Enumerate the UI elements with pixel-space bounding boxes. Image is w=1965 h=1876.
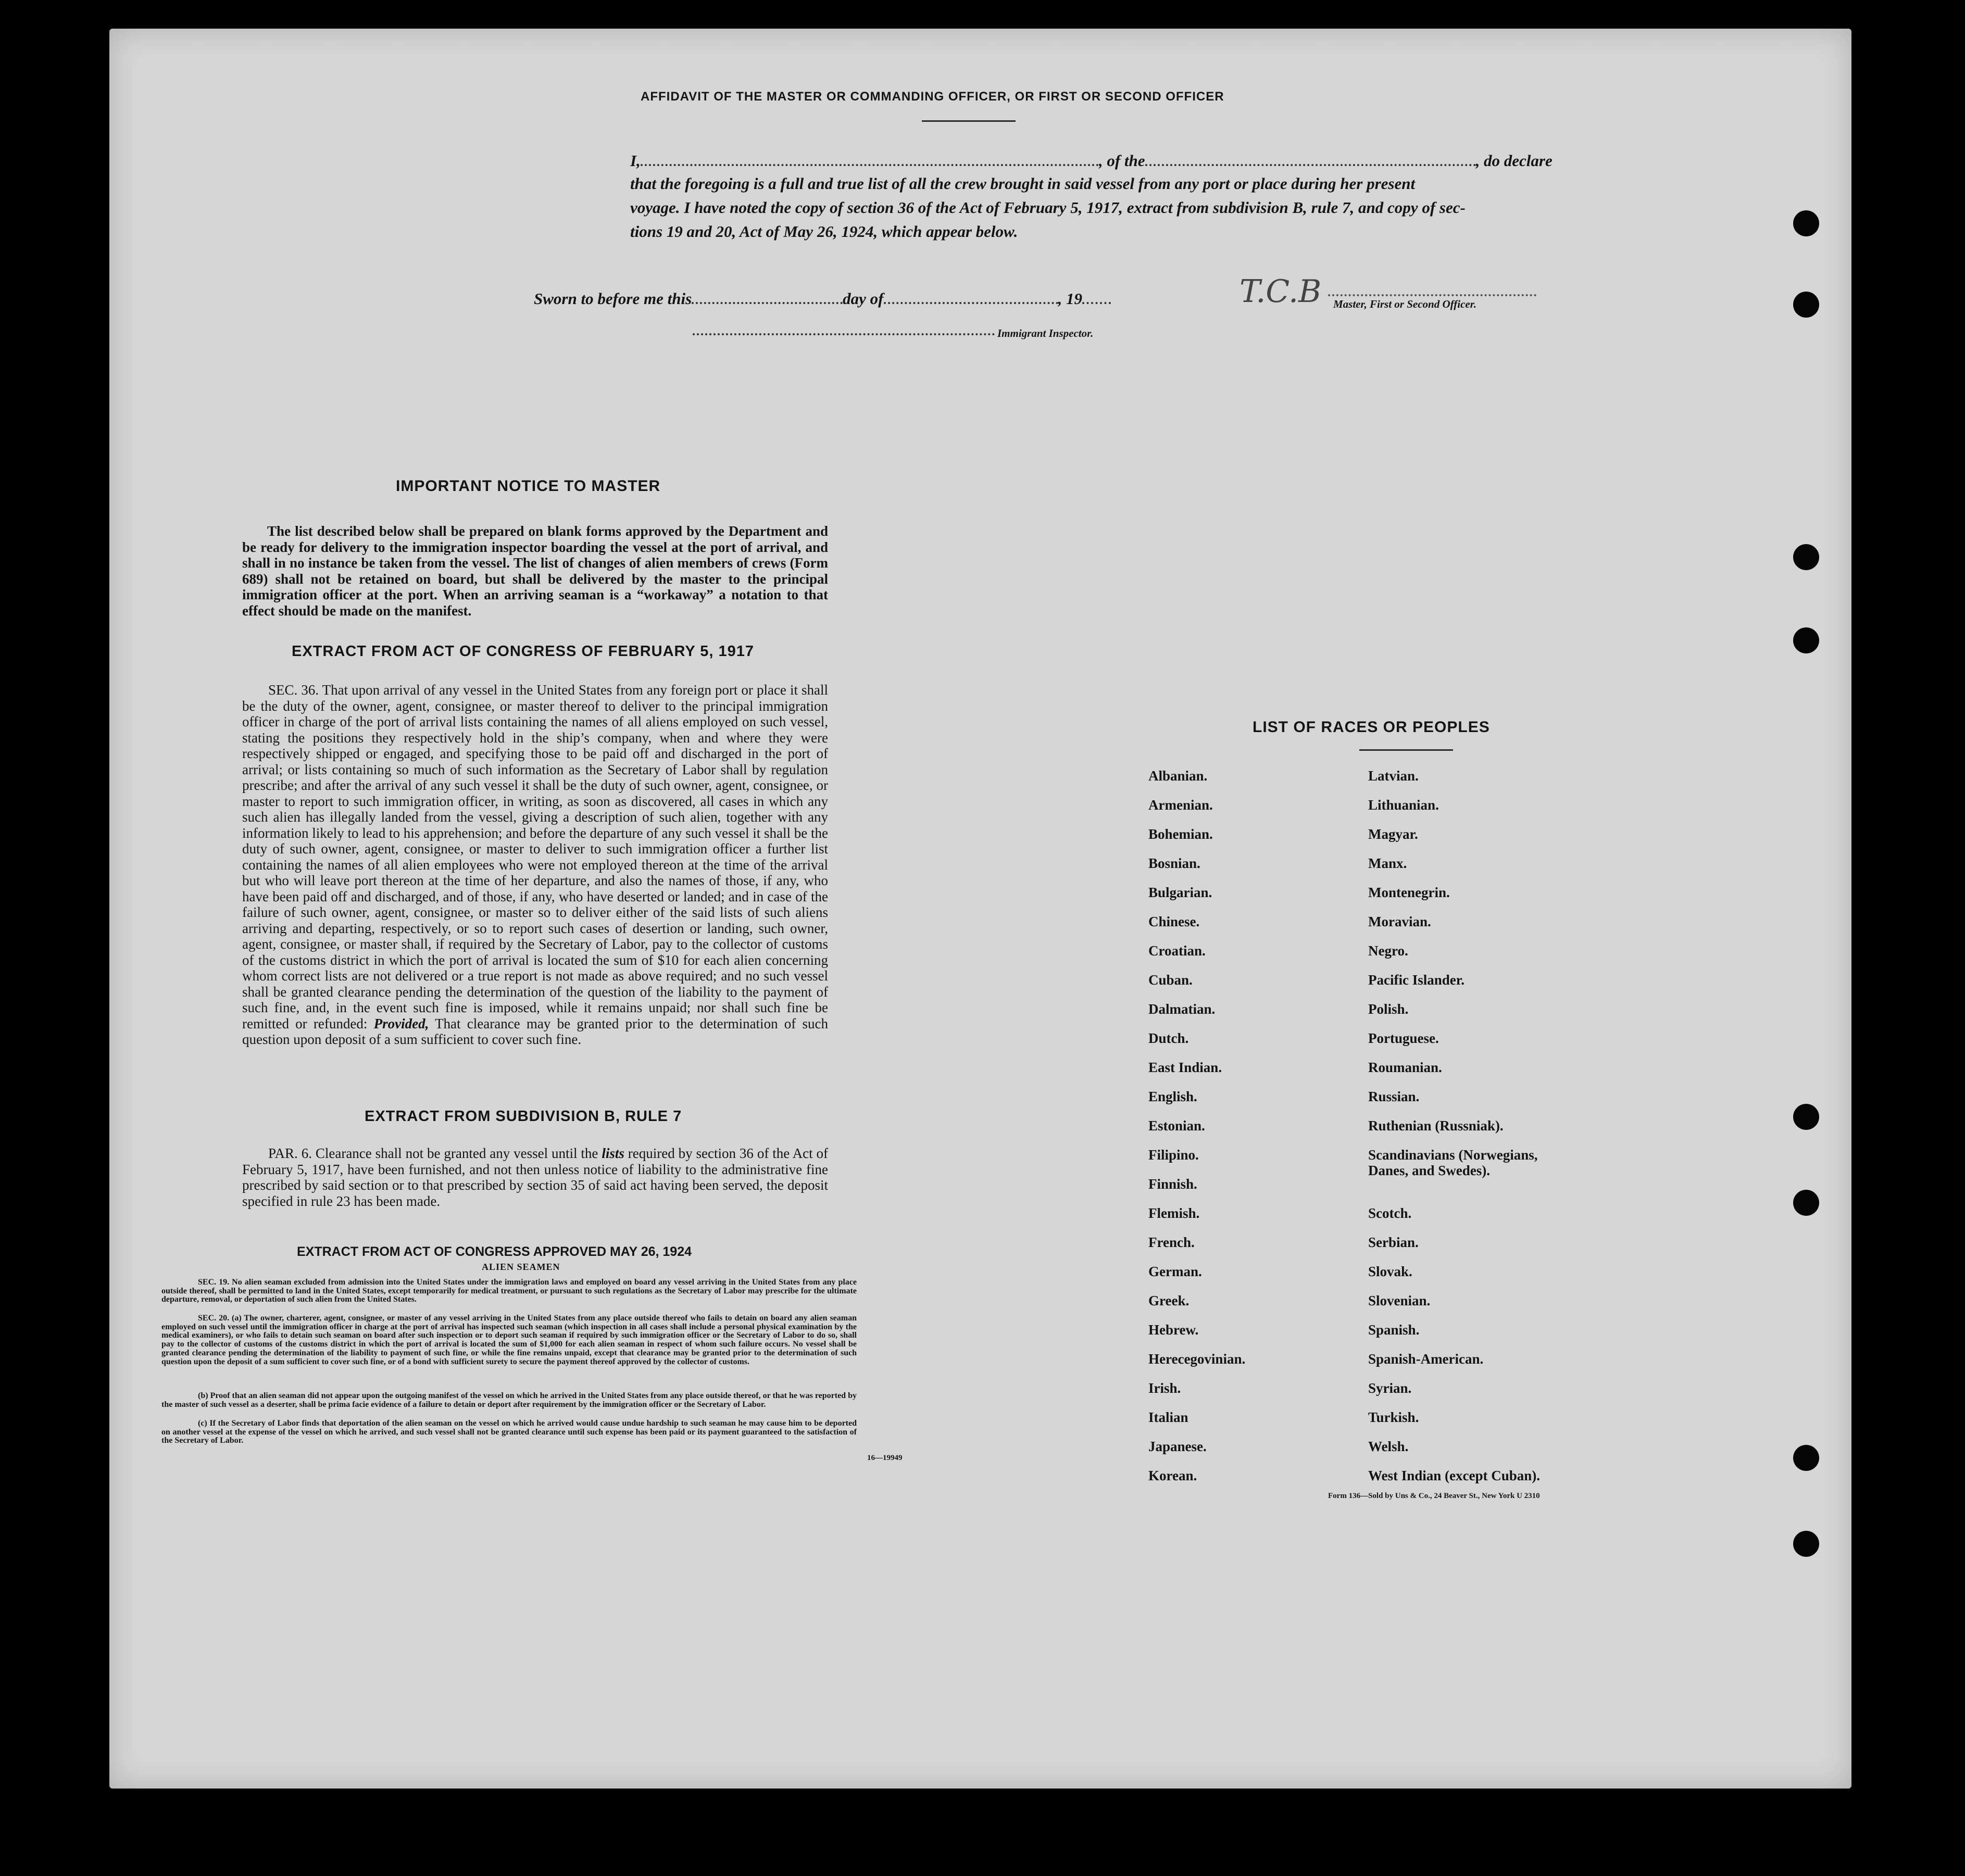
race-french: French. <box>1148 1235 1195 1250</box>
race-irish: Irish. <box>1148 1380 1181 1396</box>
race-dutch: Dutch. <box>1148 1030 1189 1046</box>
race-manx: Manx. <box>1368 855 1407 871</box>
punch-hole <box>1793 210 1819 236</box>
race-spanish-american: Spanish-American. <box>1368 1351 1484 1367</box>
race-croatian: Croatian. <box>1148 943 1206 959</box>
punch-hole <box>1793 1531 1819 1557</box>
affidavit-line-4: tions 19 and 20, Act of May 26, 1924, which appear below. <box>630 222 1018 241</box>
punch-hole <box>1793 1190 1819 1216</box>
race-montenegrin: Montenegrin. <box>1368 885 1450 900</box>
signature-line <box>1328 294 1536 296</box>
name-blank <box>641 148 1099 166</box>
form-footer: Form 136—Sold by Uns & Co., 24 Beaver St., New York U 2310 <box>1328 1492 1540 1500</box>
par6-text-b: required by section 36 of the Act of February 5, 1917, have been furnished, and not then unless notice of liability to the administrative fine prescribed by said section or to that prescribed by section 35 of said act having been served, the deposit specified in rule 23 has been made. <box>242 1145 828 1209</box>
extract-1917-title: EXTRACT FROM ACT OF CONGRESS OF FEBRUARY 5, 1917 <box>292 643 755 660</box>
sec19-text: SEC. 19. No alien seaman excluded from admission into the United States under the immigration laws and employed on board any vessel arriving in the United States from any place outside thereof, shall be permitted to land in the United States, except temporarily for medical treatment, or pursuant to such regulations as the Secretary of Labor may prescribe for the ultimate departure, removal, or deportation of such alien from the United States. <box>161 1278 857 1304</box>
race-magyar: Magyar. <box>1368 826 1418 842</box>
race-roumanian: Roumanian. <box>1368 1060 1442 1075</box>
races-title: LIST OF RACES OR PEOPLES <box>1253 719 1490 736</box>
race-chinese: Chinese. <box>1148 914 1200 929</box>
extract-1924-subtitle: ALIEN SEAMEN <box>482 1262 560 1272</box>
race-ruthenian: Ruthenian (Russniak). <box>1368 1118 1504 1134</box>
sec20a-text: SEC. 20. (a) The owner, charterer, agent, consignee, or master of any vessel arriving in the United States from any place outside thereof who fails to detain on board any alien seaman employed on such vessel until the immigration officer in charge at the port of arrival has inspected such seaman (which inspection in all cases shall include a personal physical examination by the medical examiners), or who fails to detain such seaman on board after such inspection or to deport such seaman if required by such immigration officer or the Secretary of Labor to do so, shall pay to the collector of customs of the customs district in which the port of arrival is located the sum of $1,000 for each alien seaman in respect of whom such failure occurs. No vessel shall be granted clearance pending the determination of the liability to payment of such fine, or while the fine remains unpaid, except that clearance may be granted prior to the determination of such question upon the deposit of a sum sufficient to cover such fine, or of a bond with sufficient surety to secure the payment thereof approved by the collector of customs. <box>161 1314 857 1366</box>
race-pacific-islander: Pacific Islander. <box>1368 972 1465 988</box>
race-scotch: Scotch. <box>1368 1205 1412 1221</box>
punch-hole <box>1793 292 1819 318</box>
race-turkish: Turkish. <box>1368 1409 1419 1425</box>
sec36-text-b: That clearance may be granted prior to the determination of such question upon deposit of a sum sufficient to cover such fine. <box>242 1015 828 1047</box>
extract-1917-text <box>242 682 828 1048</box>
race-scandinavians: Scandinavians (Norwegians, Danes, and Swedes). <box>1368 1147 1538 1178</box>
sec20c-text: (c) If the Secretary of Labor finds that deportation of the alien seaman on the vessel on which he arrived would cause undue hardship to such seaman he may cause him to be deported on another vessel at the expense of the vessel on which he arrived, and such vessel shall not be granted clearance until such expense has been paid or its payment guaranteed to the satisfaction of the Secretary of Labor. <box>161 1419 857 1445</box>
race-finnish: Finnish. <box>1148 1176 1197 1192</box>
race-bosnian: Bosnian. <box>1148 855 1200 871</box>
sworn-line <box>534 286 1263 310</box>
inspector-caption: Immigrant Inspector. <box>997 327 1094 339</box>
vessel-blank <box>1145 148 1476 166</box>
race-albanian: Albanian. <box>1148 768 1208 784</box>
race-moravian: Moravian. <box>1368 914 1431 929</box>
race-polish: Polish. <box>1368 1001 1409 1017</box>
race-russian: Russian. <box>1368 1089 1420 1104</box>
sworn-date-blank <box>692 286 843 304</box>
race-syrian: Syrian. <box>1368 1380 1412 1396</box>
affidavit-declare: , do declare <box>1475 152 1553 170</box>
race-hebrew: Hebrew. <box>1148 1322 1199 1338</box>
race-filipino: Filipino. <box>1148 1147 1199 1163</box>
punch-hole <box>1793 627 1819 653</box>
race-west-indian: West Indian (except Cuban). <box>1368 1468 1541 1483</box>
sec20b-text: (b) Proof that an alien seaman did not appear upon the outgoing manifest of the vessel on which he arrived in the United States from any place outside thereof, or that he was reported by the master of such vessel as a deserter, shall be prima facie evidence of a failure to detain or deport after requirement by the immigration officer or the Secretary of Labor. <box>161 1391 857 1409</box>
race-slovak: Slovak. <box>1368 1264 1412 1279</box>
race-flemish: Flemish. <box>1148 1205 1200 1221</box>
race-spanish: Spanish. <box>1368 1322 1420 1338</box>
inspector-line <box>693 333 995 335</box>
race-english: English. <box>1148 1089 1197 1104</box>
notice-title: IMPORTANT NOTICE TO MASTER <box>396 477 661 495</box>
affidavit-line-2: that the foregoing is a full and true list of all the crew brought in said vessel from any port or place during her present <box>630 174 1416 193</box>
affidavit-line-3: voyage. I have noted the copy of section 36 of the Act of February 5, 1917, extract from subdivision B, rule 7, and copy of sec- <box>630 198 1466 217</box>
sworn-year: , 19 <box>1058 289 1082 308</box>
race-cuban: Cuban. <box>1148 972 1193 988</box>
sworn-year-blank <box>1082 286 1111 304</box>
sec36-provided: Provided, <box>373 1015 429 1031</box>
punch-hole <box>1793 1445 1819 1471</box>
extract-rule7-text <box>242 1145 828 1209</box>
race-portuguese: Portuguese. <box>1368 1030 1439 1046</box>
race-herecegovinian: Herecegovinian. <box>1148 1351 1246 1367</box>
race-greek: Greek. <box>1148 1293 1190 1308</box>
race-negro: Negro. <box>1368 943 1408 959</box>
race-japanese: Japanese. <box>1148 1439 1207 1454</box>
race-korean: Korean. <box>1148 1468 1197 1483</box>
race-slovenian: Slovenian. <box>1368 1293 1431 1308</box>
race-armenian: Armenian. <box>1148 797 1213 813</box>
extract-rule7-title: EXTRACT FROM SUBDIVISION B, RULE 7 <box>365 1108 682 1125</box>
affidavit-title: AFFIDAVIT OF THE MASTER OR COMMANDING OFFICER, OR FIRST OR SECOND OFFICER <box>641 90 1224 104</box>
race-welsh: Welsh. <box>1368 1439 1409 1454</box>
notice-text: The list described below shall be prepared on blank forms approved by the Department and be ready for delivery to the immigration inspector boarding the vessel at the port of arrival, and shall in no instance be taken from the vessel. The list of changes of alien members of crews (Form 689) shall not be retained on board, but shall be delivered by the master to the principal immigration officer at the port. When an arriving seaman is a “workaway” a notation to that effect should be made on the manifest. <box>242 523 828 619</box>
race-bohemian: Bohemian. <box>1148 826 1213 842</box>
par6-text-a: PAR. 6. Clearance shall not be granted any vessel until the <box>268 1145 598 1161</box>
race-estonian: Estonian. <box>1148 1118 1205 1134</box>
race-lithuanian: Lithuanian. <box>1368 797 1439 813</box>
form-code: 16—19949 <box>867 1454 903 1462</box>
race-italian: Italian <box>1148 1409 1188 1425</box>
document-page <box>109 29 1851 1789</box>
extract-1924-title: EXTRACT FROM ACT OF CONGRESS APPROVED MAY 26, 1924 <box>297 1244 692 1259</box>
affidavit-line-1 <box>630 148 1854 172</box>
punch-hole <box>1793 544 1819 570</box>
affidavit-of-the: , of the <box>1098 152 1145 170</box>
sworn-month-blank <box>884 286 1058 304</box>
race-latvian: Latvian. <box>1368 768 1419 784</box>
race-dalmatian: Dalmatian. <box>1148 1001 1216 1017</box>
punch-hole <box>1793 1104 1819 1130</box>
title-divider <box>922 120 1016 122</box>
race-bulgarian: Bulgarian. <box>1148 885 1212 900</box>
sworn-day-of: day of <box>843 289 884 308</box>
race-german: German. <box>1148 1264 1202 1279</box>
signature-caption: Master, First or Second Officer. <box>1333 298 1476 310</box>
races-divider <box>1359 749 1453 751</box>
sworn-prefix: Sworn to before me this <box>534 289 692 308</box>
sec36-text-a: SEC. 36. That upon arrival of any vessel in the United States from any foreign port or place it shall be the duty of the owner, agent, consignee, or master thereof to deliver to the principal immigration officer in charge of the port of arrival lists containing the names of all aliens employed on such vessel, stating the positions they respectively hold in the ship’s company, when and where they were respectively shipped or engaged, and specifying those to be paid off and discharged in the port of arrival; or lists containing so much of such information as the Secretary of Labor shall by regulation prescribe; and after the arrival of any such vessel it shall be the duty of such owner, agent, consignee, or master to report to such immigration officer, in writing, as soon as discovered, all cases in which any such alien has illegally landed from the vessel, giving a description of such alien, together with any information likely to lead to his apprehension; and before the departure of any such vessel it shall be the duty of such owner, agent, consignee, or master to deliver to such immigration officer a further list containing the names of all alien employees who were not employed thereon at the time of the arrival but who will leave port thereon at the time of her departure, and also the names of those, if any, who have been paid off and discharged, and of those, if any, who have deserted or landed; and in case of the failure of such owner, agent, consignee, or master so to deliver either of the said lists of such aliens arriving and departing, respectively, or so to report such cases of desertion or landing, such owner, agent, consignee, or master shall, if required by the Secretary of Labor, pay to the collector of customs of the customs district in which the port of arrival is located the sum of $10 for each alien concerning whom correct lists are not delivered or a true report is not made as above required; and no such vessel shall be granted clearance pending the determination of the question of the liability to the payment of such fine, and, in the event such fine is imposed, while it remains unpaid; nor shall such fine be remitted or refunded: <box>242 682 828 1031</box>
affidavit-i: I, <box>630 152 641 170</box>
race-east-indian: East Indian. <box>1148 1060 1222 1075</box>
officer-signature: T.C.B <box>1240 273 1322 310</box>
par6-lists: lists <box>602 1145 624 1161</box>
race-serbian: Serbian. <box>1368 1235 1419 1250</box>
